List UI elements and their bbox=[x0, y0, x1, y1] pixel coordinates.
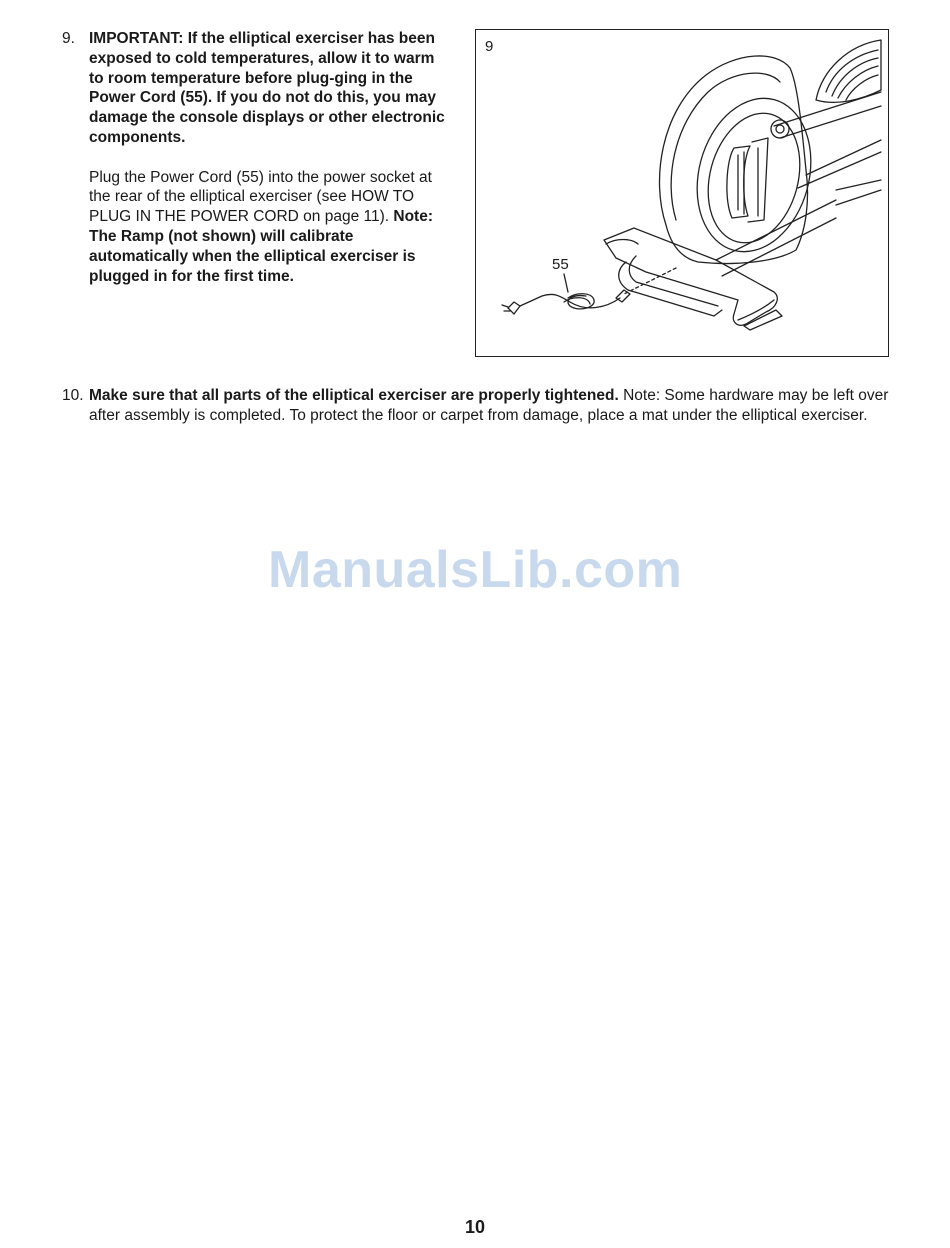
page-number: 10 bbox=[464, 1217, 486, 1237]
step-body bbox=[89, 29, 449, 286]
instruction-text: Plug the Power Cord (55) into the power socket at the rear of the elliptical exerciser (see HOW TO PLUG IN THE POWER CORD on page 11). bbox=[89, 168, 432, 226]
tighten-instruction: Make sure that all parts of the elliptical exerciser are properly tightened. bbox=[89, 387, 619, 404]
calibration-note: Note: The Ramp (not shown) will calibrate automatically when the elliptical exerciser is plugged in for the first time. bbox=[89, 208, 433, 285]
elliptical-drawing bbox=[476, 30, 888, 356]
hardware-note: Note: Some hardware may be left over after assembly is completed. To protect the floor or carpet from damage, place a mat under the elliptical exerciser. bbox=[89, 387, 889, 424]
instruction-paragraph bbox=[89, 168, 449, 287]
watermark: ManualsLib.com bbox=[268, 541, 683, 599]
step-number: 10. bbox=[62, 387, 84, 404]
important-warning: IMPORTANT: If the elliptical exerciser has been exposed to cold temperatures, allow it to warm to room temperature before plug-ging in the Power Cord (55). If you do not do this, you may damage the console displays or other electronic components. bbox=[89, 30, 445, 146]
figure-number: 9 bbox=[485, 38, 494, 55]
step-body bbox=[89, 386, 892, 426]
assembly-figure bbox=[475, 29, 889, 357]
step-number: 9. bbox=[62, 30, 75, 47]
power-cord-callout: 55 bbox=[552, 256, 569, 273]
